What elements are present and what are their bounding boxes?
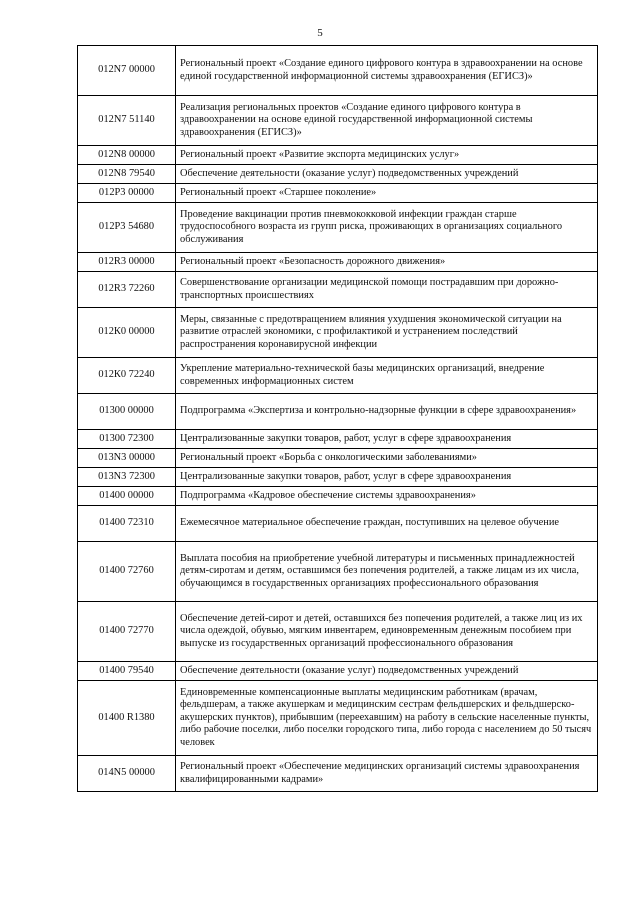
table-row xyxy=(78,681,598,756)
table-row xyxy=(78,358,598,394)
row-description: Единовременные компенсационные выплаты медицинским работникам (врачам, фельдшерам, а также акушеркам и медицинским сестрам фельдшерских и фельдшерско-акушерских пунктов), прибывшим (переехавшим) на работу в сельские населенные пункты, либо рабочие поселки, либо поселки городского типа, либо города с населением до 50 тысяч человек xyxy=(176,681,598,756)
row-code: 013N3 00000 xyxy=(78,449,176,468)
row-description: Подпрограмма «Кадровое обеспечение системы здравоохранения» xyxy=(176,487,598,506)
row-code: 012N8 79540 xyxy=(78,165,176,184)
row-code: 012К0 00000 xyxy=(78,308,176,358)
table-row xyxy=(78,272,598,308)
row-description: Централизованные закупки товаров, работ, услуг в сфере здравоохранения xyxy=(176,468,598,487)
table-row xyxy=(78,430,598,449)
row-description: Укрепление материально-технической базы медицинских организаций, внедрение современных информационных систем xyxy=(176,358,598,394)
table-row xyxy=(78,662,598,681)
row-description: Региональный проект «Создание единого цифрового контура в здравоохранении на основе единой государственной информационной системы здравоохранения (ЕГИСЗ)» xyxy=(176,46,598,96)
table-row xyxy=(78,46,598,96)
row-description: Региональный проект «Развитие экспорта медицинских услуг» xyxy=(176,146,598,165)
table-row xyxy=(78,184,598,203)
table-row xyxy=(78,756,598,792)
row-description: Обеспечение деятельности (оказание услуг) подведомственных учреждений xyxy=(176,662,598,681)
row-code: 012К0 72240 xyxy=(78,358,176,394)
row-code: 012N8 00000 xyxy=(78,146,176,165)
table-row xyxy=(78,506,598,542)
row-description: Ежемесячное материальное обеспечение граждан, поступивших на целевое обучение xyxy=(176,506,598,542)
table-row xyxy=(78,253,598,272)
row-description: Выплата пособия на приобретение учебной литературы и письменных принадлежностей детям-сиротам и детям, оставшимся без попечения родителей, а также лицам из их числа, обучающимся в государственных организациях профессионального образования xyxy=(176,542,598,602)
budget-classification-table xyxy=(77,45,598,792)
row-code: 01400 00000 xyxy=(78,487,176,506)
row-code: 01300 72300 xyxy=(78,430,176,449)
table-row xyxy=(78,146,598,165)
row-code: 01400 R1380 xyxy=(78,681,176,756)
row-code: 012N7 00000 xyxy=(78,46,176,96)
row-code: 012N7 51140 xyxy=(78,96,176,146)
row-code: 012P3 00000 xyxy=(78,184,176,203)
page-number: 5 xyxy=(317,27,323,39)
row-code: 01400 72770 xyxy=(78,602,176,662)
row-code: 01400 72760 xyxy=(78,542,176,602)
row-code: 012P3 54680 xyxy=(78,203,176,253)
table-row xyxy=(78,394,598,430)
row-code: 013N3 72300 xyxy=(78,468,176,487)
row-description: Региональный проект «Обеспечение медицинских организаций системы здравоохранения квалифицированными кадрами» xyxy=(176,756,598,792)
row-code: 014N5 00000 xyxy=(78,756,176,792)
row-description: Обеспечение деятельности (оказание услуг) подведомственных учреждений xyxy=(176,165,598,184)
table-row xyxy=(78,542,598,602)
row-code: 01400 79540 xyxy=(78,662,176,681)
row-description: Подпрограмма «Экспертиза и контрольно-надзорные функции в сфере здравоохранения» xyxy=(176,394,598,430)
table-row xyxy=(78,487,598,506)
table-row xyxy=(78,468,598,487)
row-code: 012R3 72260 xyxy=(78,272,176,308)
row-description: Меры, связанные с предотвращением влияния ухудшения экономической ситуации на развитие отраслей экономики, с профилактикой и устранением последствий распространения коронавирусной инфекции xyxy=(176,308,598,358)
row-description: Проведение вакцинации против пневмококковой инфекции граждан старше трудоспособного возраста из групп риска, проживающих в организациях социального обслуживания xyxy=(176,203,598,253)
row-description: Централизованные закупки товаров, работ, услуг в сфере здравоохранения xyxy=(176,430,598,449)
table-row xyxy=(78,96,598,146)
row-description: Обеспечение детей-сирот и детей, оставшихся без попечения родителей, а также лиц из их числа одеждой, обувью, мягким инвентарем, единовременным денежным пособием при выпуске из государственных организаций профессионального образования xyxy=(176,602,598,662)
row-description: Совершенствование организации медицинской помощи пострадавшим при дорожно-транспортных происшествиях xyxy=(176,272,598,308)
row-code: 012R3 00000 xyxy=(78,253,176,272)
table-row xyxy=(78,602,598,662)
row-description: Региональный проект «Борьба с онкологическими заболеваниями» xyxy=(176,449,598,468)
row-code: 01400 72310 xyxy=(78,506,176,542)
table-row xyxy=(78,308,598,358)
table-row xyxy=(78,203,598,253)
row-description: Региональный проект «Старшее поколение» xyxy=(176,184,598,203)
row-code: 01300 00000 xyxy=(78,394,176,430)
table-row xyxy=(78,165,598,184)
table-row xyxy=(78,449,598,468)
row-description: Региональный проект «Безопасность дорожного движения» xyxy=(176,253,598,272)
row-description: Реализация региональных проектов «Создание единого цифрового контура в здравоохранении на основе единой государственной информационной системы здравоохранения (ЕГИСЗ)» xyxy=(176,96,598,146)
